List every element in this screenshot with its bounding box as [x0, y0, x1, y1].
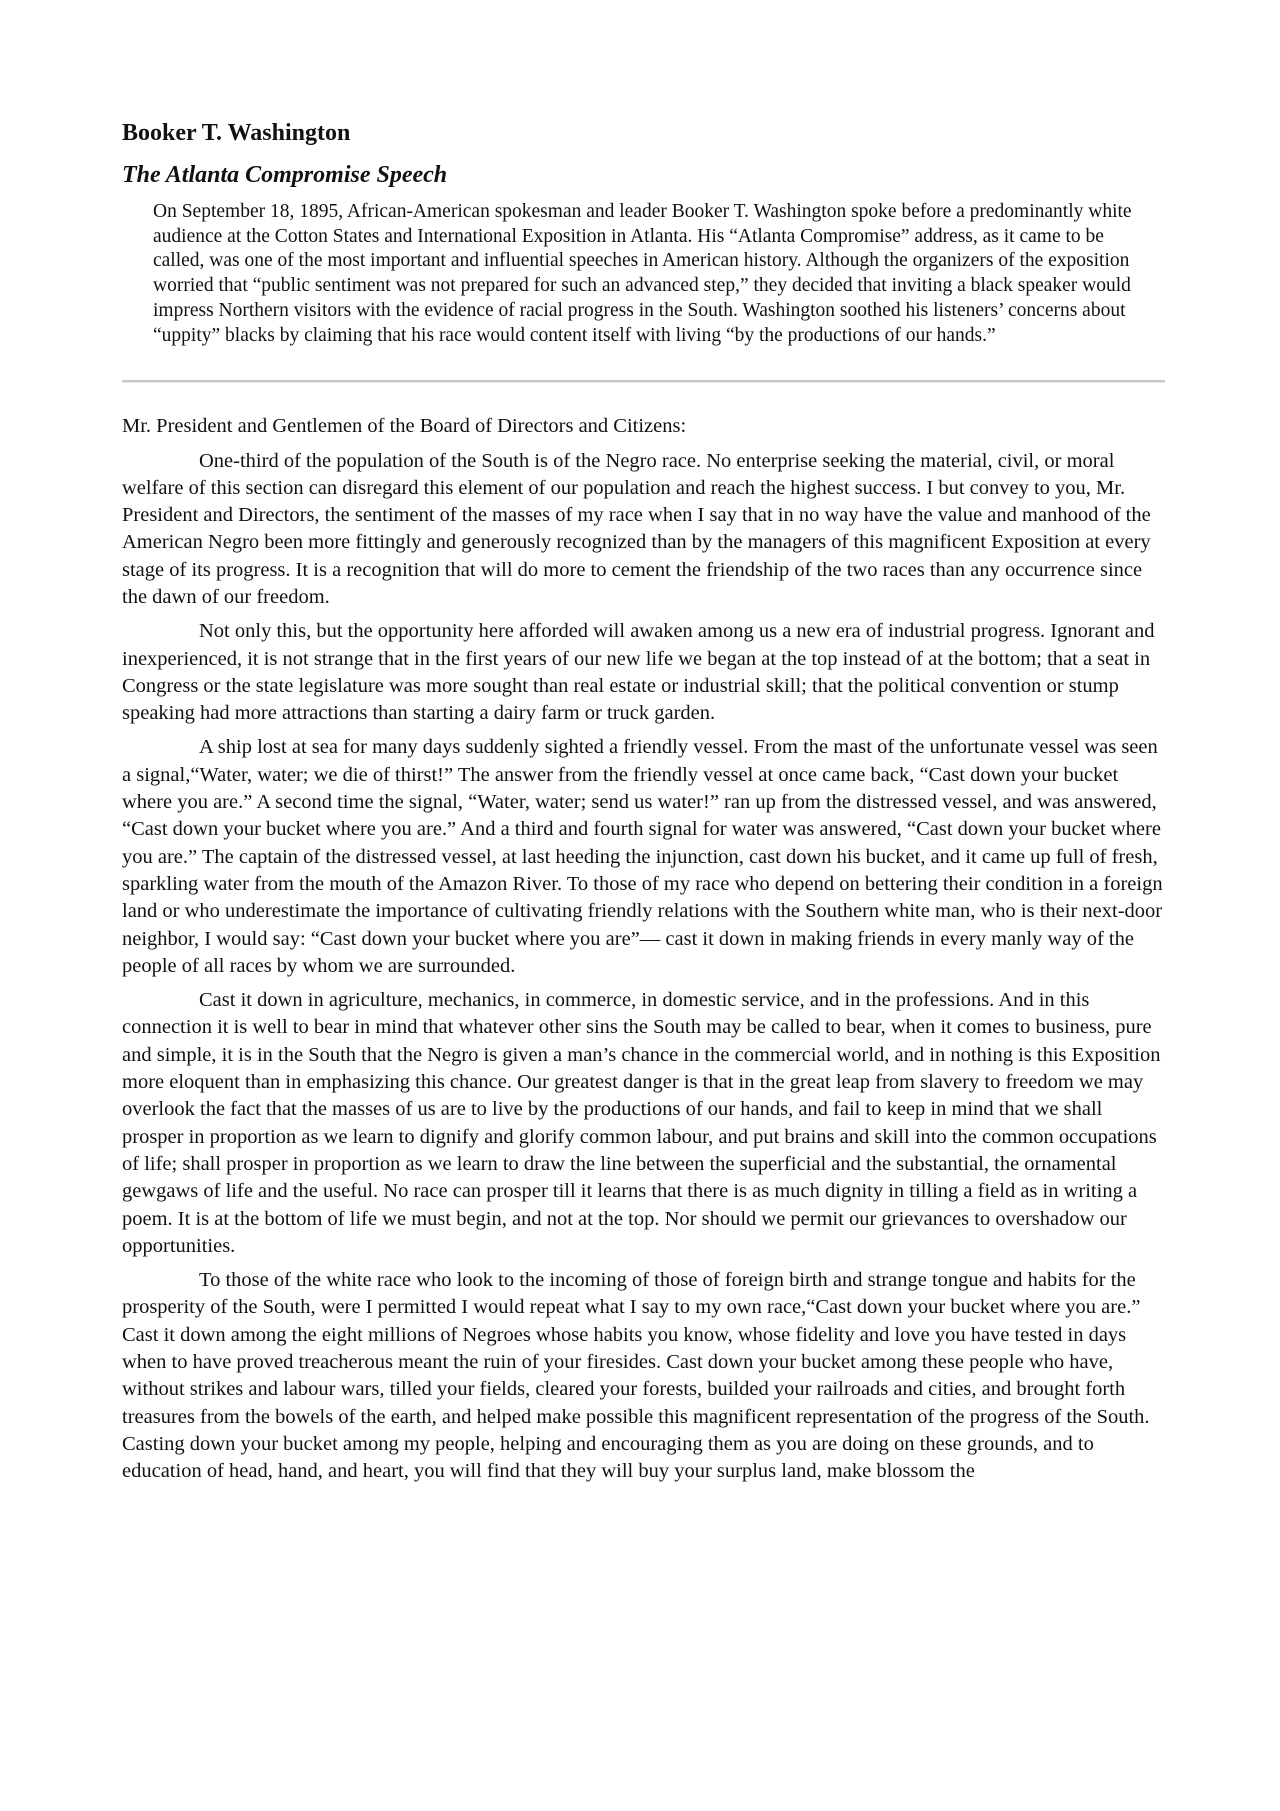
body-paragraph: To those of the white race who look to the incoming of those of foreign birth and strange tongue and habits for the prosperity of the South, were I permitted I would repeat what I say to my own race,“Cast down your bucket where you are.” Cast it down among the eight millions of Negroes whose habits you know, whose fidelity and love you have tested in days when to have proved treacherous meant the ruin of your firesides. Cast down your bucket among these people who have, without strikes and labour wars, tilled your fields, cleared your forests, builded your railroads and cities, and brought forth treasures from the bowels of the earth, and helped make possible this magnificent representation of the progress of the South. Casting down your bucket among my people, helping and encouraging them as you are doing on these grounds, and to education of head, hand, and heart, you will find that they will buy your surplus land, make blossom the	[122, 1269, 1150, 1483]
document-page	[122, 118, 1165, 1486]
body-paragraph: A ship lost at sea for many days suddenly sighted a friendly vessel. From the mast of the unfortunate vessel was seen a signal,“Water, water; we die of thirst!” The answer from the friendly vessel at once came back, “Cast down your bucket where you are.” A second time the signal, “Water, water; send us water!” ran up from the distressed vessel, and was answered, “Cast down your bucket where you are.” And a third and fourth signal for water was answered, “Cast down your bucket where you are.” The captain of the distressed vessel, at last heeding the injunction, cast down his bucket, and it came up full of fresh, sparkling water from the mouth of the Amazon River. To those of my race who depend on bettering their condition in a foreign land or who underestimate the importance of cultivating friendly relations with the Southern white man, who is their next-door neighbor, I would say: “Cast down your bucket where you are”— cast it down in making friends in every manly way of the people of all races by whom we are surrounded.	[122, 736, 1163, 977]
salutation: Mr. President and Gentlemen of the Board of Directors and Citizens:	[122, 415, 687, 438]
intro-paragraph: On September 18, 1895, African-American spokesman and leader Booker T. Washington spoke before a predominantly white audience at the Cotton States and International Exposition in Atlanta. His “Atlanta Compromise” address, as it came to be called, was one of the most important and influential speeches in American history. Although the organizers of the exposition worried that “public sentiment was not prepared for such an advanced step,” they decided that inviting a black speaker would impress Northern visitors with the evidence of racial progress in the South. Washington soothed his listeners’ concerns about “uppity” blacks by claiming that his race would content itself with living “by the productions of our hands.”	[153, 201, 1132, 346]
speech-title: The Atlanta Compromise Speech	[122, 162, 448, 188]
author-heading: Booker T. Washington	[122, 120, 351, 146]
body-paragraph: Not only this, but the opportunity here afforded will awaken among us a new era of industrial progress. Ignorant and inexperienced, it is not strange that in the first years of our new life we began at the top instead of at the bottom; that a seat in Congress or the state legislature was more sought than real estate or industrial skill; that the political convention or stump speaking had more attractions than starting a dairy farm or truck garden.	[122, 620, 1155, 725]
body-paragraph: Cast it down in agriculture, mechanics, in commerce, in domestic service, and in the professions. And in this connection it is well to bear in mind that whatever other sins the South may be called to bear, when it comes to business, pure and simple, it is in the South that the Negro is given a man’s chance in the commercial world, and in nothing is this Exposition more eloquent than in emphasizing this chance. Our greatest danger is that in the great leap from slavery to freedom we may overlook the fact that the masses of us are to live by the productions of our hands, and fail to keep in mind that we shall prosper in proportion as we learn to dignify and glorify common labour, and put brains and skill into the common occupations of life; shall prosper in proportion as we learn to draw the line between the superficial and the substantial, the ornamental gewgaws of life and the useful. No race can prosper till it learns that there is as much dignity in tilling a field as in writing a poem. It is at the bottom of life we must begin, and not at the top. Nor should we permit our grievances to overshadow our opportunities.	[122, 989, 1161, 1257]
body-paragraph: One-third of the population of the South is of the Negro race. No enterprise seeking the material, civil, or moral welfare of this section can disregard this element of our population and reach the highest success. I but convey to you, Mr. President and Directors, the sentiment of the masses of my race when I say that in no way have the value and manhood of the American Negro been more fittingly and generously recognized than by the managers of this magnificent Exposition at every stage of its progress. It is a recognition that will do more to cement the friendship of the two races than any occurrence since the dawn of our freedom.	[122, 449, 1151, 608]
section-divider	[122, 380, 1165, 383]
